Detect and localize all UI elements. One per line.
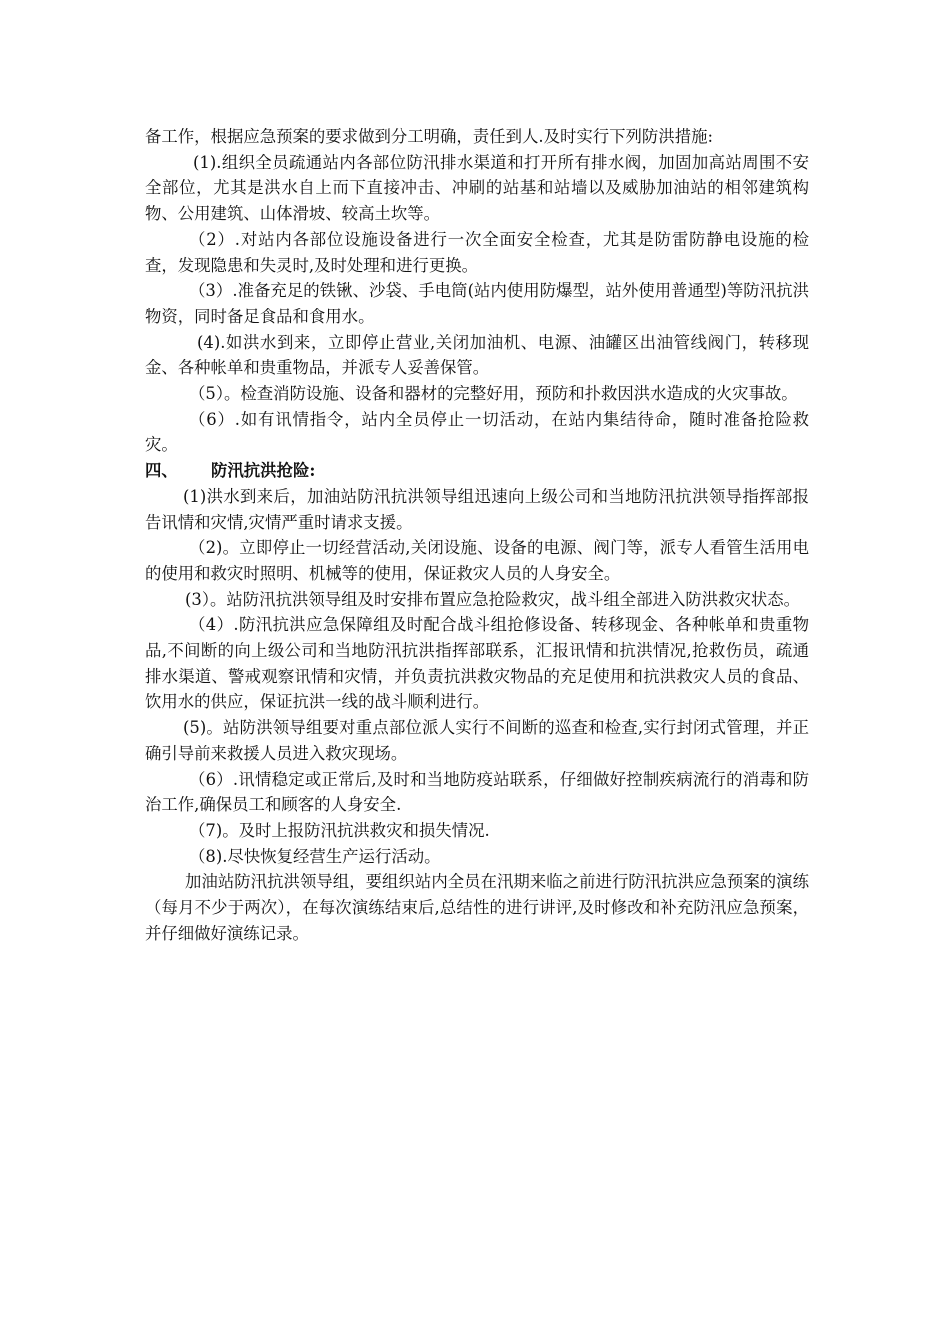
paragraph-measure-2: （2）.对站内各部位设施设备进行一次全面安全检查，尤其是防雷防静电设施的检查，发现隐患和失灵时,及时处理和进行更换。 [145,229,809,275]
section-heading [145,458,809,484]
paragraph-rescue-8: （8).尽快恢复经营生产运行活动。 [189,846,441,866]
paragraph-rescue-3: (3）。站防汛抗洪领导组及时安排布置应急抢险救灾，战斗组全部进入防洪救灾状态。 [185,589,801,609]
document-body [145,124,809,947]
section-title: 防汛抗洪抢险: [211,461,316,481]
paragraph-measure-3: （3）.准备充足的铁锹、沙袋、手电筒(站内使用防爆型，站外使用普通型)等防汛抗洪物资，同时备足食品和食用水。 [145,281,809,326]
section-number: 四、 [145,461,178,481]
paragraph-rescue-7: （7)。及时上报防汛抗洪救灾和损失情况. [189,820,490,840]
paragraph-intro: 备工作，根据应急预案的要求做到分工明确，责任到人.及时实行下列防洪措施: [145,127,714,146]
paragraph-measure-1: (1).组织全员疏通站内各部位防汛排水渠道和打开所有排水阀，加固加高站周围不安全部位，尤其是洪水自上而下直接冲击、冲刷的站基和站墙以及威胁加油站的相邻建筑构物、公用建筑、山体滑坡、较高土坎等。 [145,152,809,224]
paragraph-closing: 加油站防汛抗洪领导组，要组织站内全员在汛期来临之前进行防汛抗洪应急预案的演练（每月不少于两次），在每次演练结束后,总结性的进行讲评,及时修改和补充防汛应急预案，并仔细做好演练记录。 [145,872,809,943]
paragraph-measure-6: （6）.如有讯情指令，站内全员停止一切活动，在站内集结待命，随时准备抢险救灾。 [145,409,809,455]
paragraph-rescue-1: (1)洪水到来后，加油站防汛抗洪领导组迅速向上级公司和当地防汛抗洪领导指挥部报告讯情和灾情,灾情严重时请求支援。 [145,486,809,532]
paragraph-measure-4: (4).如洪水到来，立即停止营业,关闭加油机、电源、油罐区出油管线阀门，转移现金、各种帐单和贵重物品，并派专人妥善保管。 [145,332,809,378]
paragraph-measure-5: （5）。检查消防设施、设备和器材的完整好用，预防和扑救因洪水造成的火灾事故。 [189,384,798,404]
paragraph-rescue-5: (5)。站防洪领导组要对重点部位派人实行不间断的巡查和检查,实行封闭式管理，并正确引导前来救援人员进入救灾现场。 [145,718,809,763]
paragraph-rescue-6: （6）.讯情稳定或正常后,及时和当地防疫站联系，仔细做好控制疾病流行的消毒和防治工作,确保员工和顾客的人身安全. [145,769,809,815]
paragraph-rescue-4: （4）.防汛抗洪应急保障组及时配合战斗组抢修设备、转移现金、各种帐单和贵重物品,不间断的向上级公司和当地防汛抗洪指挥部联系，汇报讯情和抗洪情况,抢救伤员，疏通排水渠道、警戒观察讯情和灾情，并负责抗洪救灾物品的充足使用和抗洪救灾人员的食品、饮用水的供应，保证抗洪一线的战斗顺利进行。 [145,615,809,712]
paragraph-rescue-2: （2)。立即停止一切经营活动,关闭设施、设备的电源、阀门等，派专人看管生活用电的使用和救灾时照明、机械等的使用，保证救灾人员的人身安全。 [145,538,809,583]
